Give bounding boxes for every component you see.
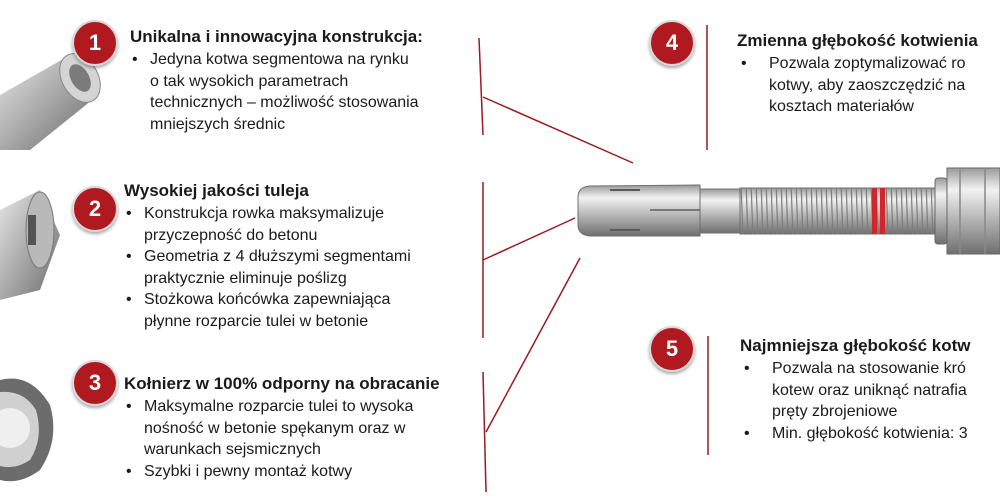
feature-bullet: • Stożkowa końcówka zapewniająca płynne rozparcie tulei w betonie [124,289,411,332]
feature-title: Unikalna i innowacyjna konstrukcja: [130,27,423,46]
feature-bullet: • Pozwala zoptymalizować ro kotwy, aby zaoszczędzić na kosztach materiałów [737,53,1000,118]
feature-4 [737,31,1000,118]
collar-image-3 [0,378,53,481]
feature-bullet: • Konstrukcja rowka maksymalizuje przyczepność do betonu [124,203,411,246]
feature-bullet: • Maksymalne rozparcie tulei to wysoka nośność w betonie spękanym oraz w warunkach sejsmicznych [124,396,440,461]
feature-title: Kołnierz w 100% odporny na obracanie [124,374,440,393]
feature-bullet: • Szybki i pewny montaż kotwy [124,461,440,483]
feature-2 [124,181,411,332]
feature-bullet: • Pozwala na stosowanie kró kotew oraz uniknąć natrafia pręty zbrojeniowe [740,358,1000,423]
feature-1 [130,27,423,135]
feature-3 [124,374,440,482]
badge-1: 1 [72,20,118,66]
feature-title: Najmniejsza głębokość kotw [740,336,971,355]
feature-5 [740,336,1000,444]
feature-title: Zmienna głębokość kotwienia [737,31,978,50]
connector-lines [479,25,708,492]
badge-4: 4 [649,20,695,66]
badge-2: 2 [72,186,118,232]
badge-5: 5 [649,326,695,372]
feature-title: Wysokiej jakości tuleja [124,181,309,200]
feature-bullet: • Min. głębokość kotwienia: 3 [740,423,1000,445]
badge-3: 3 [72,360,118,406]
anchor-bolt-image [578,168,1000,254]
feature-bullet: • Geometria z 4 dłuższymi segmentami praktycznie eliminuje poślizg [124,246,411,289]
feature-bullet: • Jedyna kotwa segmentowa na rynku o tak wysokich parametrach technicznych – możliwość stosowania mniejszych średnic [130,49,423,135]
sleeve-image-2 [0,190,60,300]
